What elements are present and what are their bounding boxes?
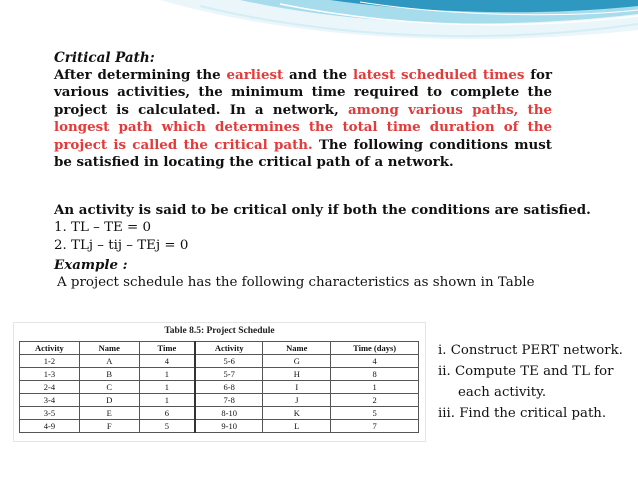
critical-path-paragraph	[54, 67, 552, 171]
section-heading: Critical Path:	[54, 50, 155, 66]
header-name: Name	[79, 342, 139, 355]
table-cell: 1	[139, 394, 195, 407]
table-row	[20, 368, 419, 381]
table-cell: 8-10	[195, 407, 263, 420]
table-cell: 4	[139, 355, 195, 368]
table-cell: 8	[331, 368, 419, 381]
table-cell: 3-5	[20, 407, 80, 420]
table-cell: J	[263, 394, 331, 407]
table-cell: 3-4	[20, 394, 80, 407]
table-cell: 7	[331, 420, 419, 433]
table-cell: 5-7	[195, 368, 263, 381]
highlight-latest-times: latest scheduled times	[352, 67, 525, 83]
task-list	[438, 340, 633, 424]
table-cell: 1-2	[20, 355, 80, 368]
table-cell: E	[79, 407, 139, 420]
table-cell: A	[79, 355, 139, 368]
example-text: A project schedule has the following characteristics as shown in Table	[57, 274, 535, 290]
table-cell: 1	[139, 368, 195, 381]
critical-path-section	[54, 50, 552, 171]
paragraph-text: for various activities, the minimum time required to complete the project is calculated. In a network,	[54, 67, 553, 118]
header-time: Time	[139, 342, 195, 355]
table-cell: L	[263, 420, 331, 433]
table-cell: G	[263, 355, 331, 368]
table-cell: 7-8	[195, 394, 263, 407]
table-cell: K	[263, 407, 331, 420]
paragraph-text: The following conditions must be satisfied in locating the critical path of a network.	[54, 136, 552, 171]
table-cell: 4	[331, 355, 419, 368]
table-cell: H	[263, 368, 331, 381]
table-cell: C	[79, 381, 139, 394]
task-item-2: ii. Compute TE and TL for	[438, 364, 614, 379]
table-row	[20, 407, 419, 420]
table-cell: 1	[331, 381, 419, 394]
table-row	[20, 394, 419, 407]
header-name: Name	[263, 342, 331, 355]
table-row	[20, 355, 419, 368]
table-cell: 6	[139, 407, 195, 420]
task-item-2-continued: each activity.	[458, 385, 547, 400]
table-cell: 5-6	[195, 355, 263, 368]
project-schedule-table	[19, 341, 419, 433]
paragraph-text: After determining the	[54, 67, 227, 83]
highlight-critical-path-definition: among various paths, the longest path which determines the total time duration of the project is called the critical path.	[54, 101, 552, 153]
header-activity: Activity	[20, 342, 80, 355]
table-header-row	[20, 342, 419, 355]
highlight-earliest: earliest	[226, 67, 284, 83]
header-activity: Activity	[195, 342, 263, 355]
table-cell: 9-10	[195, 420, 263, 433]
table-row	[20, 381, 419, 394]
table-cell: 6-8	[195, 381, 263, 394]
conditions-lead: An activity is said to be critical only if both the conditions are satisfied.	[54, 202, 591, 218]
condition-1: 1. TL – TE = 0	[54, 220, 152, 236]
paragraph-text: and the	[283, 67, 353, 83]
table-cell: B	[79, 368, 139, 381]
table-cell: 1-3	[20, 368, 80, 381]
table-caption: Table 8.5: Project Schedule	[164, 326, 275, 336]
table-cell: 2	[331, 394, 419, 407]
table-cell: I	[263, 381, 331, 394]
table-cell: 4-9	[20, 420, 80, 433]
task-item-1: i. Construct PERT network.	[438, 343, 623, 358]
project-schedule-table-image	[13, 322, 426, 442]
table-cell: F	[79, 420, 139, 433]
table-cell: D	[79, 394, 139, 407]
conditions-section	[54, 201, 594, 292]
table-cell: 5	[139, 420, 195, 433]
condition-2: 2. TLj – tij – TEj = 0	[54, 238, 189, 254]
header-time-days: Time (days)	[331, 342, 419, 355]
task-item-3: iii. Find the critical path.	[438, 406, 607, 421]
table-cell: 1	[139, 381, 195, 394]
table-cell: 2-4	[20, 381, 80, 394]
table-row	[20, 420, 419, 433]
example-label: Example :	[54, 256, 128, 273]
table-cell: 5	[331, 407, 419, 420]
